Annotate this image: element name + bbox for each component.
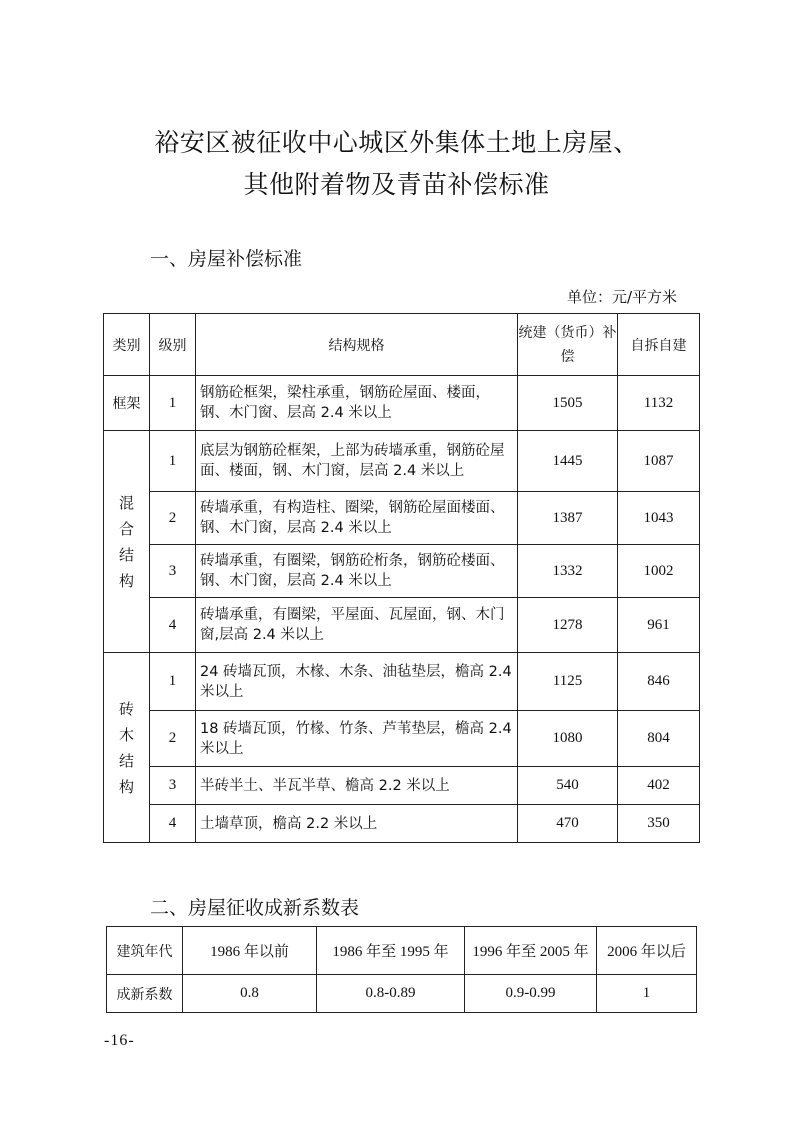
self-cell: 1087 bbox=[618, 431, 700, 492]
self-cell: 1002 bbox=[618, 545, 700, 598]
document-title-line-2: 其他附着物及青苗补偿标准 bbox=[243, 170, 550, 199]
unified-cell: 1332 bbox=[518, 545, 618, 598]
category-frame: 框架 bbox=[104, 376, 150, 431]
header-grade: 级别 bbox=[150, 314, 196, 376]
grade-cell: 3 bbox=[150, 767, 196, 805]
self-cell: 846 bbox=[618, 653, 700, 711]
table-row bbox=[104, 653, 700, 711]
spec-cell: 钢筋砼框架，梁柱承重，钢筋砼屋面、楼面，钢、木门窗、层高 2.4 米以上 bbox=[196, 376, 518, 431]
grade-cell: 3 bbox=[150, 545, 196, 598]
grade-cell: 4 bbox=[150, 598, 196, 653]
table-row bbox=[104, 492, 700, 545]
coefficient-cell: 0.8 bbox=[183, 975, 317, 1013]
unified-cell: 1278 bbox=[518, 598, 618, 653]
spec-cell: 底层为钢筋砼框架，上部为砖墙承重，钢筋砼屋面、楼面，钢、木门窗，层高 2.4 米以上 bbox=[196, 431, 518, 492]
coefficient-cell: 0.8-0.89 bbox=[317, 975, 465, 1013]
category-brick-wood-label: 砖木结构 bbox=[118, 699, 134, 796]
unified-cell: 470 bbox=[518, 805, 618, 843]
table-row bbox=[104, 711, 700, 767]
unified-cell: 1080 bbox=[518, 711, 618, 767]
row-header-coefficient: 成新系数 bbox=[107, 975, 183, 1013]
grade-cell: 1 bbox=[150, 431, 196, 492]
unified-cell: 1505 bbox=[518, 376, 618, 431]
year-cell: 2006 年以后 bbox=[597, 927, 697, 975]
unified-cell: 1125 bbox=[518, 653, 618, 711]
self-cell: 350 bbox=[618, 805, 700, 843]
grade-cell: 2 bbox=[150, 711, 196, 767]
depreciation-table bbox=[106, 926, 697, 1013]
section-heading-depreciation: 二、房屋征收成新系数表 bbox=[150, 897, 360, 919]
table-row bbox=[104, 545, 700, 598]
self-cell: 1132 bbox=[618, 376, 700, 431]
spec-cell: 半砖半土、半瓦半草、檐高 2.2 米以上 bbox=[196, 767, 518, 805]
spec-cell: 砖墙承重，有圈梁，钢筋砼桁条，钢筋砼楼面、钢、木门窗，层高 2.4 米以上 bbox=[196, 545, 518, 598]
spec-cell: 砖墙承重，有构造柱、圈梁，钢筋砼屋面楼面、钢、木门窗，层高 2.4 米以上 bbox=[196, 492, 518, 545]
self-cell: 1043 bbox=[618, 492, 700, 545]
table-row bbox=[104, 431, 700, 492]
unit-label: 单位：元/平方米 bbox=[566, 288, 677, 306]
coefficient-cell: 1 bbox=[597, 975, 697, 1013]
header-unified bbox=[518, 314, 618, 376]
table-header-row bbox=[104, 314, 700, 376]
header-spec: 结构规格 bbox=[196, 314, 518, 376]
unified-cell: 540 bbox=[518, 767, 618, 805]
grade-cell: 2 bbox=[150, 492, 196, 545]
spec-cell: 24 砖墙瓦顶，木椽、木条、油毡垫层，檐高 2.4 米以上 bbox=[196, 653, 518, 711]
document-title-line-1: 裕安区被征收中心城区外集体土地上房屋、 bbox=[154, 128, 639, 157]
spec-cell: 18 砖墙瓦顶，竹椽、竹条、芦苇垫层，檐高 2.4 米以上 bbox=[196, 711, 518, 767]
category-mixed bbox=[104, 431, 150, 653]
spec-cell: 砖墙承重，有圈梁，平屋面、瓦屋面，钢、木门窗,层高 2.4 米以上 bbox=[196, 598, 518, 653]
category-brick-wood bbox=[104, 653, 150, 843]
header-category: 类别 bbox=[104, 314, 150, 376]
grade-cell: 4 bbox=[150, 805, 196, 843]
section-heading-house-compensation: 一、房屋补偿标准 bbox=[150, 248, 303, 270]
grade-cell: 1 bbox=[150, 376, 196, 431]
table-row bbox=[107, 975, 697, 1013]
self-cell: 804 bbox=[618, 711, 700, 767]
table-row bbox=[104, 767, 700, 805]
row-header-year: 建筑年代 bbox=[107, 927, 183, 975]
year-cell: 1986 年至 1995 年 bbox=[317, 927, 465, 975]
coefficient-cell: 0.9-0.99 bbox=[465, 975, 597, 1013]
table-row bbox=[104, 376, 700, 431]
page-number: -16- bbox=[104, 1032, 135, 1049]
header-self: 自拆自建 bbox=[618, 314, 700, 376]
grade-cell: 1 bbox=[150, 653, 196, 711]
table-row bbox=[104, 805, 700, 843]
spec-cell: 土墙草顶，檐高 2.2 米以上 bbox=[196, 805, 518, 843]
table-row bbox=[107, 927, 697, 975]
unified-cell: 1387 bbox=[518, 492, 618, 545]
compensation-table bbox=[103, 313, 700, 843]
table-row bbox=[104, 598, 700, 653]
category-mixed-label: 混合结构 bbox=[118, 493, 134, 590]
self-cell: 402 bbox=[618, 767, 700, 805]
self-cell: 961 bbox=[618, 598, 700, 653]
year-cell: 1996 年至 2005 年 bbox=[465, 927, 597, 975]
header-unified-label: 统建（货币）补偿 bbox=[518, 324, 617, 365]
year-cell: 1986 年以前 bbox=[183, 927, 317, 975]
unified-cell: 1445 bbox=[518, 431, 618, 492]
